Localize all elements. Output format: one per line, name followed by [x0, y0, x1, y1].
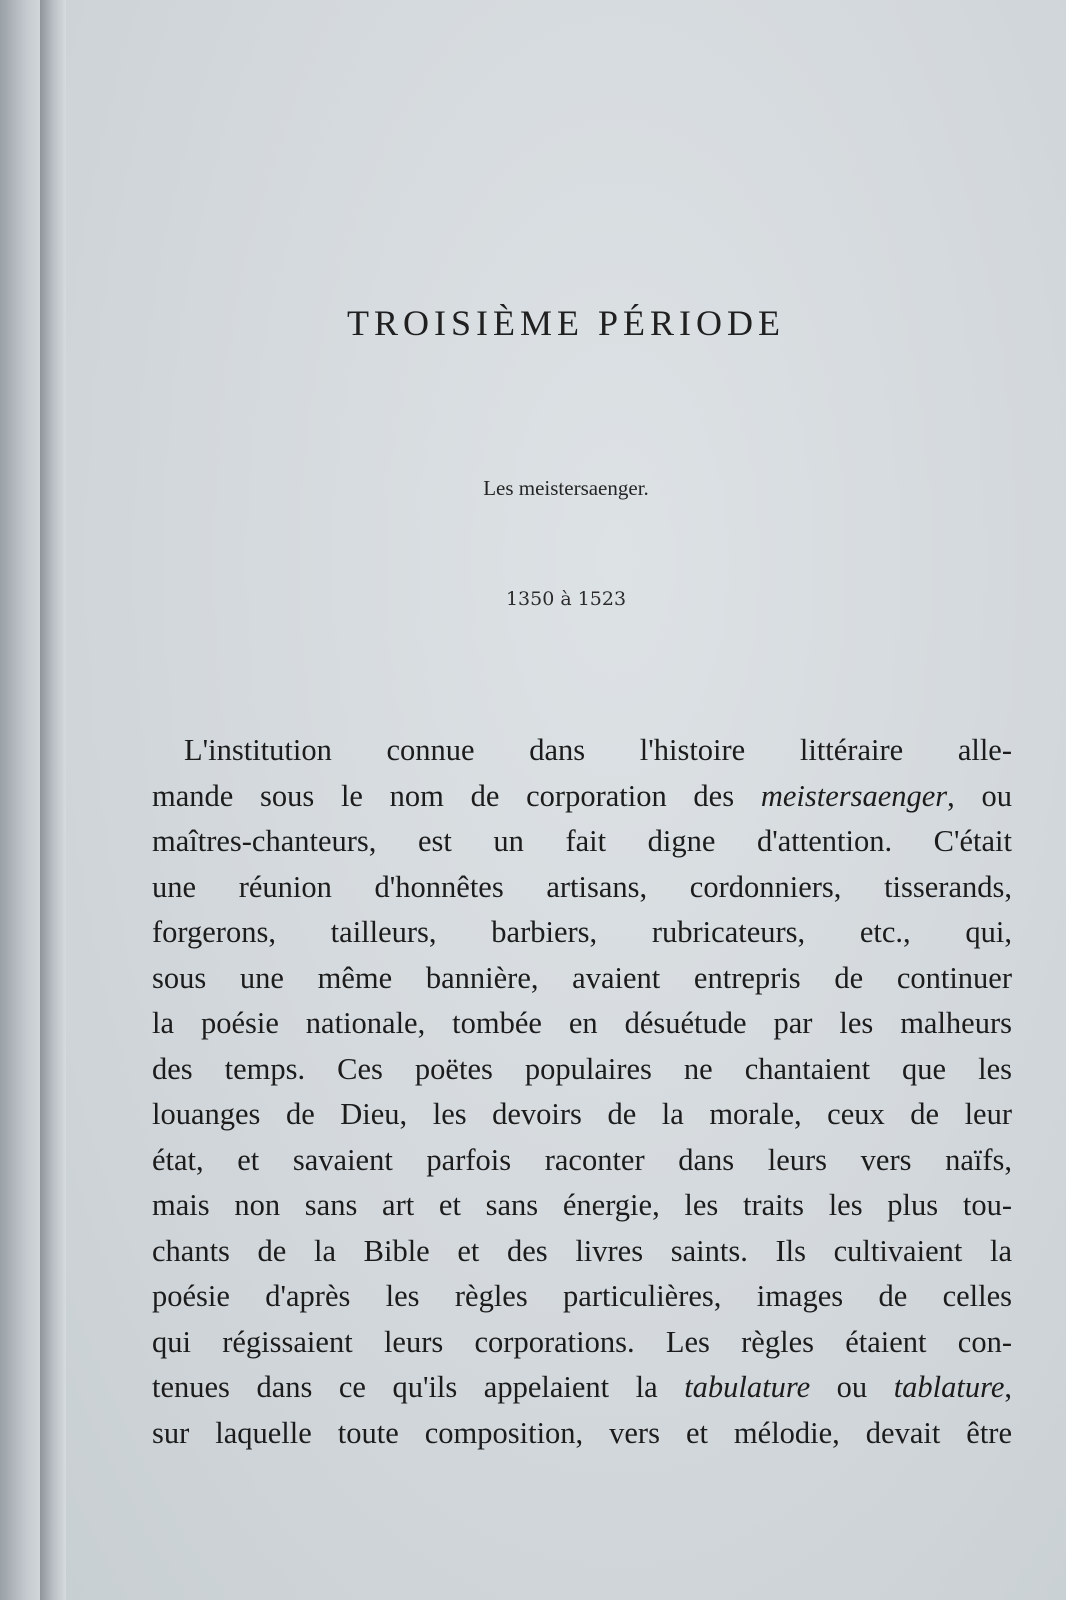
- text-line-12: chants de la Bible et des livres saints. Ils cultivaient la: [152, 1233, 1012, 1268]
- text-line-9: louanges de Dieu, les devoirs de la morale, ceux de leur: [152, 1097, 1012, 1131]
- italic-term: tablature: [893, 1370, 1005, 1404]
- body-paragraph: [152, 728, 1012, 1456]
- text-line-14: qui régissaient leurs corporations. Les règles étaient con-: [152, 1324, 1012, 1359]
- text-line-11: mais non sans art et sans énergie, les traits les plus tou-: [152, 1188, 1012, 1222]
- italic-term: tabulature: [684, 1370, 811, 1404]
- text-line-10: état, et savaient parfois raconter dans leurs vers naïfs,: [152, 1142, 1012, 1177]
- chapter-subtitle: Les meistersaenger.: [483, 476, 649, 500]
- text-line-3: maîtres-chanteurs, est un fait digne d'attention. C'était: [152, 824, 1012, 858]
- text-line-16: sur laquelle toute composition, vers et mélodie, devait être: [152, 1415, 1012, 1450]
- text-line-6: sous une même bannière, avaient entrepris de continuer: [152, 960, 1012, 995]
- text-line-1: L'institution connue dans l'histoire littéraire alle-: [184, 733, 1012, 767]
- text-line-13: poésie d'après les règles particulières, images de celles: [152, 1279, 1012, 1313]
- text-line-5: forgerons, tailleurs, barbiers, rubricateurs, etc., qui,: [152, 915, 1012, 949]
- text-line-4: une réunion d'honnêtes artisans, cordonniers, tisserands,: [152, 869, 1012, 904]
- book-page: [66, 0, 1066, 1600]
- chapter-heading: TROISIÈME PÉRIODE: [347, 303, 785, 343]
- text-line-7: la poésie nationale, tombée en désuétude par les malheurs: [152, 1006, 1012, 1040]
- text-line-8: des temps. Ces poëtes populaires ne chantaient que les: [152, 1051, 1012, 1086]
- chapter-dates: 1350 à 1523: [505, 588, 627, 610]
- text-line-2: mande sous le nom de corporation des meistersaenger, ou: [152, 778, 1013, 813]
- book-gutter: [40, 0, 66, 1600]
- facing-page-edge: [0, 0, 44, 1600]
- italic-term: meistersaenger: [760, 778, 948, 813]
- text-line-15: tenues dans ce qu'ils appelaient la tabulature ou tablature,: [152, 1370, 1013, 1404]
